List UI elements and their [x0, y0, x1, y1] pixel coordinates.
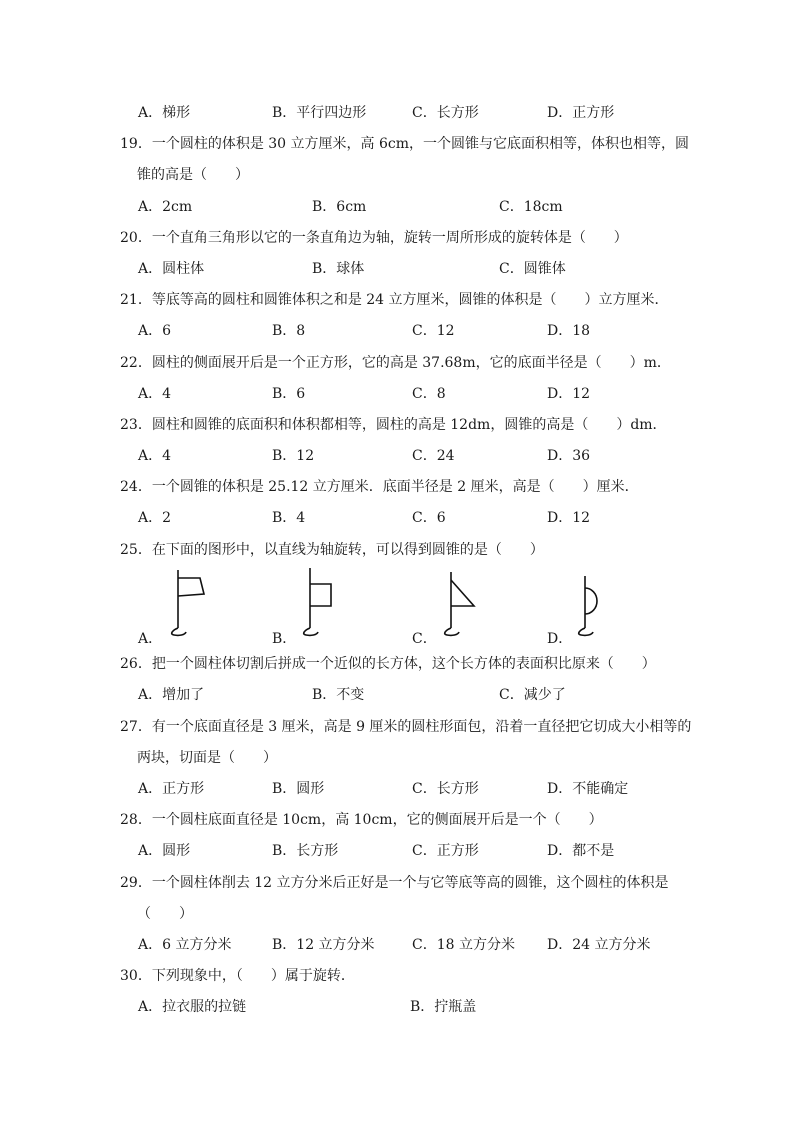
q27-option-a: A．正方形 [138, 781, 205, 797]
q23-question: 23．圆柱和圆锥的底面积和体积都相等，圆柱的高是 12dm，圆锥的高是（ ）dm． [120, 417, 667, 433]
q24-option-b: B．4 [272, 510, 306, 526]
q19-option-a: A．2cm [138, 199, 193, 215]
q29-option-b: B．12 立方分米 [272, 937, 375, 953]
q24-option-d: D．12 [547, 510, 591, 526]
q26-option-c: C．减少了 [499, 687, 566, 703]
figure-c-triangle-flag [436, 566, 486, 638]
q27-option-c: C．长方形 [412, 781, 479, 797]
q22-option-a: A．4 [138, 386, 172, 402]
q21-option-a: A．6 [138, 323, 172, 339]
q30-question: 30．下列现象中，（ ）属于旋转． [120, 968, 355, 984]
q26-question: 26．把一个圆柱体切割后拼成一个近似的长方体，这个长方体的表面积比原来（ ） [120, 656, 656, 672]
q27-option-d: D．不能确定 [547, 781, 629, 797]
q20-question: 20．一个直角三角形以它的一条直角边为轴，旋转一周所形成的旋转体是（ ） [120, 230, 628, 246]
q27-question-cont: 两块，切面是（ ） [137, 750, 277, 766]
q19-question-cont: 锥的高是（ ） [137, 167, 249, 183]
q20-option-a: A．圆柱体 [138, 261, 205, 277]
q26-option-b: B．不变 [312, 687, 365, 703]
q22-option-b: B．6 [272, 386, 306, 402]
q19-question: 19．一个圆柱的体积是 30 立方厘米，高 6cm，一个圆锥与它底面积相等，体积也相等，圆 [120, 136, 690, 152]
q30-option-a: A．拉衣服的拉链 [138, 999, 247, 1015]
q29-option-c: C．18 立方分米 [412, 937, 515, 953]
q25-question: 25．在下面的图形中，以直线为轴旋转，可以得到圆锥的是（ ） [120, 542, 544, 558]
q24-question: 24．一个圆锥的体积是 25.12 立方厘米．底面半径是 2 厘米，高是（ ）厘米． [120, 479, 639, 495]
q29-question-cont: （ ） [137, 906, 193, 922]
q23-option-d: D．36 [547, 448, 591, 464]
figure-b-rectangle-flag [295, 566, 345, 638]
q28-option-c: C．正方形 [412, 843, 479, 859]
q27-option-b: B．圆形 [272, 781, 325, 797]
q24-option-c: C．6 [412, 510, 446, 526]
q27-question: 27．有一个底面直径是 3 厘米，高是 9 厘米的圆柱形面包，沿着一直径把它切成大小相等的 [120, 719, 692, 735]
q28-option-d: D．都不是 [547, 843, 615, 859]
q18-option-b: B．平行四边形 [272, 105, 367, 121]
q29-option-a: A．6 立方分米 [138, 937, 232, 953]
q20-option-b: B．球体 [312, 261, 365, 277]
q18-option-d: D．正方形 [547, 105, 615, 121]
q21-option-d: D．18 [547, 323, 591, 339]
q19-option-b: B．6cm [312, 199, 367, 215]
q21-option-c: C．12 [412, 323, 455, 339]
q25-option-a: A． [138, 631, 163, 647]
q23-option-a: A．4 [138, 448, 172, 464]
q22-option-d: D．12 [547, 386, 591, 402]
q25-option-d: D． [547, 631, 573, 647]
q21-option-b: B．8 [272, 323, 306, 339]
q25-option-c: C． [412, 631, 437, 647]
q29-question: 29．一个圆柱体削去 12 立方分米后正好是一个与它等底等高的圆锥，这个圆柱的体积是 [120, 875, 669, 891]
q21-question: 21．等底等高的圆柱和圆锥体积之和是 24 立方厘米，圆锥的体积是（ ）立方厘米． [120, 292, 669, 308]
q20-option-c: C．圆锥体 [499, 261, 566, 277]
q28-question: 28．一个圆柱底面直径是 10cm，高 10cm，它的侧面展开后是一个（ ） [120, 812, 603, 828]
figure-a-trapezoid-flag [160, 566, 210, 638]
q26-option-a: A．增加了 [138, 687, 205, 703]
q18-option-a: A．梯形 [138, 105, 191, 121]
q19-option-c: C．18cm [499, 199, 563, 215]
q22-question: 22．圆柱的侧面展开后是一个正方形，它的高是 37.68m，它的底面半径是（ ）m． [120, 355, 671, 371]
q18-option-c: C．长方形 [412, 105, 479, 121]
q22-option-c: C．8 [412, 386, 446, 402]
q23-option-b: B．12 [272, 448, 315, 464]
q29-option-d: D．24 立方分米 [547, 937, 651, 953]
q25-option-b: B． [272, 631, 297, 647]
q23-option-c: C．24 [412, 448, 455, 464]
q28-option-b: B．长方形 [272, 843, 339, 859]
q30-option-b: B．拧瓶盖 [410, 999, 477, 1015]
q28-option-a: A．圆形 [138, 843, 191, 859]
figure-d-semicircle-flag [570, 566, 620, 638]
q24-option-a: A．2 [138, 510, 172, 526]
